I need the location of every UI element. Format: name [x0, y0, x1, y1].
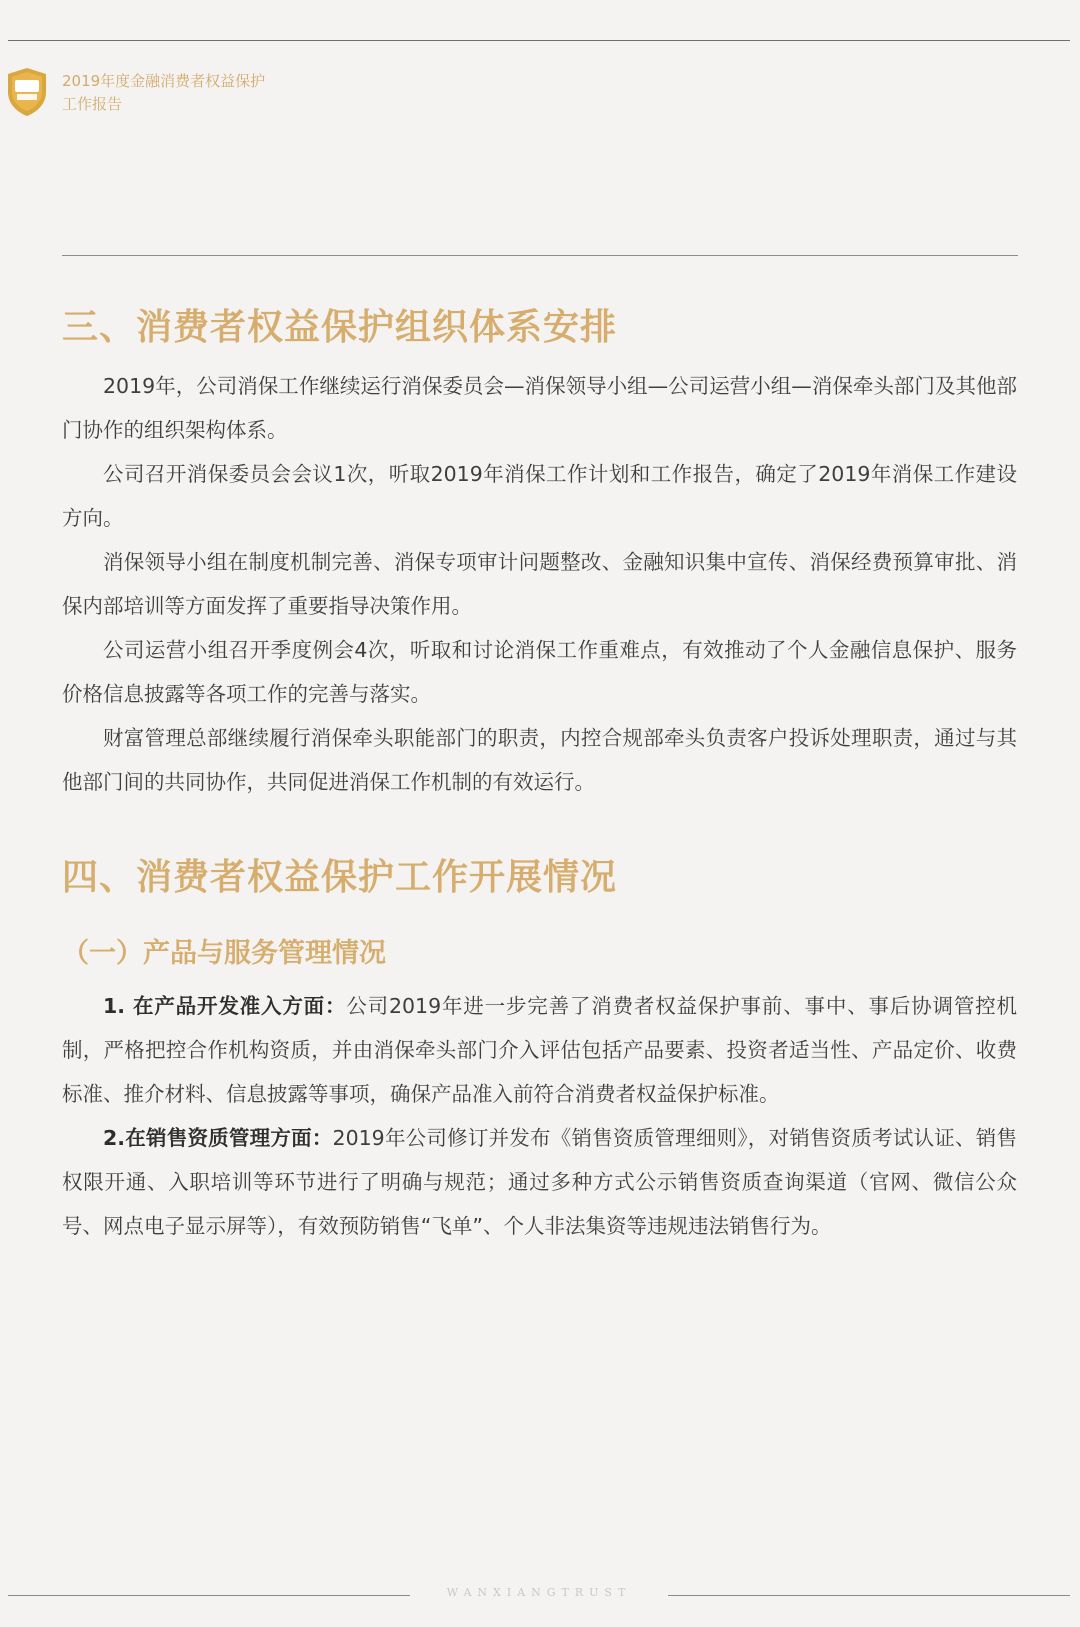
footer-brand: WANXIANGTRUST: [446, 1586, 632, 1599]
paragraph: 公司召开消保委员会会议1次，听取2019年消保工作计划和工作报告，确定了2019年消保工作建设方向。: [62, 462, 1017, 530]
item-lead: 2.在销售资质管理方面：: [103, 1126, 333, 1150]
paragraph: 财富管理总部继续履行消保牵头职能部门的职责，内控合规部牵头负责客户投诉处理职责，通过与其他部门间的共同协作，共同促进消保工作机制的有效运行。: [62, 726, 1017, 794]
list-item: [62, 984, 1017, 1116]
report-title: [62, 70, 265, 116]
paragraph: 公司运营小组召开季度例会4次，听取和讨论消保工作重难点，有效推动了个人金融信息保护、服务价格信息披露等各项工作的完善与落实。: [62, 638, 1017, 706]
report-title-line2: 工作报告: [62, 95, 123, 113]
section-4: [62, 856, 1017, 1248]
footer-divider-right: [668, 1595, 1070, 1596]
item-text: 2019年公司修订并发布《销售资质管理细则》，对销售资质考试认证、销售权限开通、入职培训等环节进行了明确与规范；通过多种方式公示销售资质查询渠道（官网、微信公众号、网点电子显示屏等），有效预防销售“飞单”、个人非法集资等违规违法销售行为。: [62, 1126, 1017, 1238]
section-divider: [62, 255, 1018, 256]
footer-divider-left: [8, 1595, 410, 1596]
section-3-heading: 三、消费者权益保护组织体系安排: [62, 307, 618, 348]
list-item: [62, 1116, 1017, 1248]
section-3: [62, 306, 1017, 804]
subsection-heading: （一）产品与服务管理情况: [62, 938, 386, 969]
report-title-line1: 2019年度金融消费者权益保护: [62, 72, 266, 90]
top-divider: [8, 40, 1070, 41]
item-text: 公司2019年进一步完善了消费者权益保护事前、事中、事后协调管控机制，严格把控合作机构资质，并由消保牵头部门介入评估包括产品要素、投资者适当性、产品定价、收费标准、推介材料、信息披露等事项，确保产品准入前符合消费者权益保护标准。: [62, 994, 1017, 1106]
shield-logo-icon: [6, 66, 48, 118]
section-4-heading: 四、消费者权益保护工作开展情况: [62, 857, 618, 898]
item-lead: 1. 在产品开发准入方面：: [103, 994, 347, 1018]
paragraph: 消保领导小组在制度机制完善、消保专项审计问题整改、金融知识集中宣传、消保经费预算审批、消保内部培训等方面发挥了重要指导决策作用。: [62, 550, 1017, 618]
paragraph: 2019年，公司消保工作继续运行消保委员会—消保领导小组—公司运营小组—消保牵头部门及其他部门协作的组织架构体系。: [62, 374, 1017, 442]
